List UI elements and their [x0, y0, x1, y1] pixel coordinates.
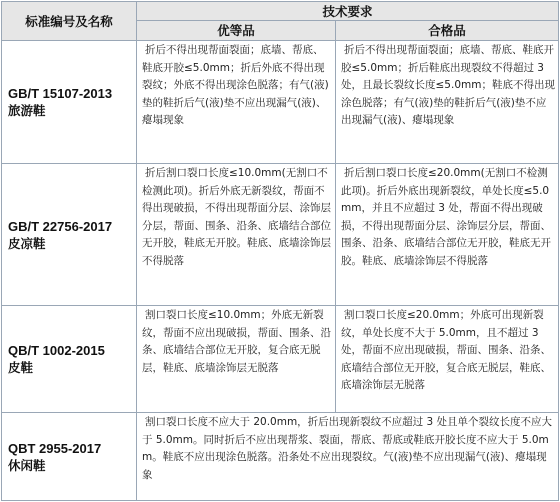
standard-cell — [2, 306, 137, 413]
qualified-requirement: 折后割口裂口长度≤20.0mm(无割口不检测此项)。折后外底出现新裂纹，单处长度≤5.0mm，并且不应超过 3 处，帮面不得出现破损，不得出现帮面分层、涂饰层分层，帮面、围条、沿条、底墙结合部位无开胶，鞋底无开胶。鞋底、底墙涂饰层不得脱落 — [336, 164, 559, 306]
premium-requirement: 折后不得出现帮面裂面；底墙、帮底、鞋底开胶≤5.0mm；折后外底不得出现裂纹；外底不得出现涂色脱落；有气(液)垫的鞋折后气(液)垫不应出现漏气(液)、瘪塌现象 — [137, 41, 336, 164]
standard-name: 旅游鞋 — [8, 103, 46, 118]
qualified-requirement: 割口裂口长度≤20.0mm；外底可出现新裂纹，单处长度不大于 5.0mm，且不超过 3 处，帮面不应出现破损，帮面、围条、沿条、底墙结合部位无开胶，复合底无脱层，鞋底、底墙涂饰层无脱落 — [336, 306, 559, 413]
premium-requirement: 折后割口裂口长度≤10.0mm(无割口不检测此项)。折后外底无新裂纹，帮面不得出现破损，不得出现帮面分层、涂饰层分层，帮面、围条、沿条、底墙结合部位无开胶，鞋底无开胶。鞋底、底墙涂饰层不得脱落 — [137, 164, 336, 306]
qualified-requirement: 折后不得出现帮面裂面；底墙、帮底、鞋底开胶≤5.0mm；折后鞋底出现裂纹不得超过 3 处，且最长裂纹长度≤5.0mm；鞋底不得出现涂色脱落；有气(液)垫的鞋折后气(液)垫不应出现漏气(液)、瘪塌现象 — [336, 41, 559, 164]
table-row — [2, 413, 559, 501]
standard-cell — [2, 164, 137, 306]
header-qualified-grade: 合格品 — [336, 21, 559, 41]
standards-table — [1, 1, 559, 501]
header-standard-name: 标准编号及名称 — [2, 2, 137, 41]
premium-requirement: 割口裂口长度≤10.0mm；外底无新裂纹，帮面不应出现破损，帮面、围条、沿条、底墙结合部位无开胶，复合底无脱层，鞋底、底墙涂饰层无脱落 — [137, 306, 336, 413]
header-premium-grade: 优等品 — [137, 21, 336, 41]
standard-code: GB/T 15107-2013 — [8, 86, 113, 101]
standard-code: GB/T 22756-2017 — [8, 218, 113, 234]
standard-name: 皮凉鞋 — [8, 235, 46, 251]
standard-name: 皮鞋 — [8, 360, 34, 375]
merged-requirement: 割口裂口长度不应大于 20.0mm，折后出现新裂纹不应超过 3 处且单个裂纹长度不应大于 5.0mm。同时折后不应出现帮浆、裂面，帮底、帮底或鞋底开胶长度不应大于 5.0mm。鞋底不应出现涂色脱落。沿条处不应出现裂纹。气(液)垫不应出现漏气(液)、瘪塌现象 — [137, 413, 559, 501]
standard-code: QBT 2955-2017 — [8, 440, 102, 456]
table-row — [2, 41, 559, 164]
table-row — [2, 164, 559, 306]
standard-code: QB/T 1002-2015 — [8, 343, 105, 358]
standard-cell — [2, 41, 137, 164]
standard-cell — [2, 413, 137, 501]
table-row — [2, 306, 559, 413]
standard-name: 休闲鞋 — [8, 457, 46, 473]
header-technical-requirements: 技术要求 — [137, 2, 559, 21]
